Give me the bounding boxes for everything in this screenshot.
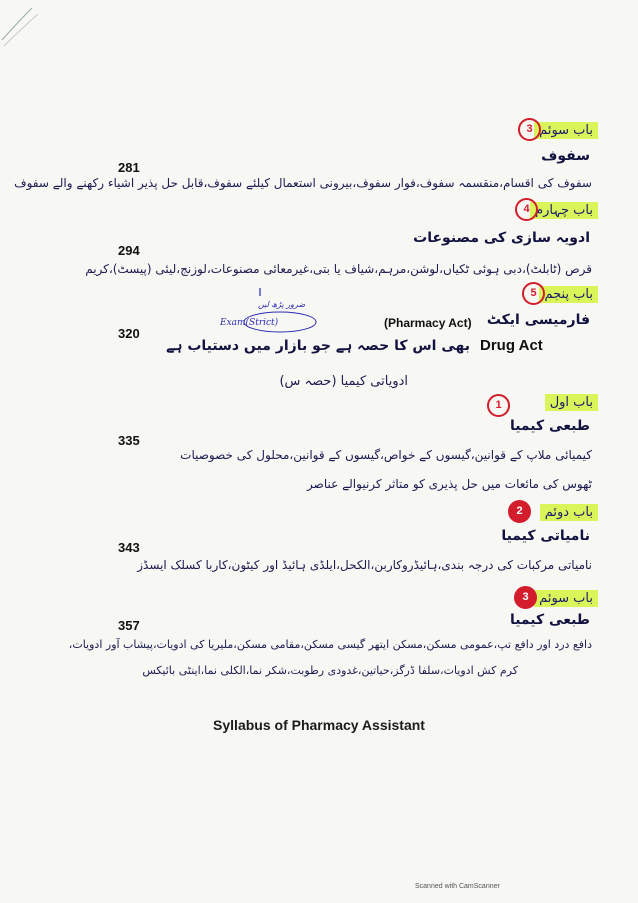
- chapter-label: باب سوئم: [534, 122, 598, 139]
- chapter-label: باب چہارم: [530, 202, 598, 219]
- section-body: دافع درد اور دافع تپ،عمومی مسکن،مسکن ایتھر گیسی مسکن،مقامی مسکن،ملیریا کی ادویات،پیشاب آور ادویات،: [68, 638, 592, 651]
- pharmacy-act-label: (Pharmacy Act): [384, 316, 472, 330]
- page-number-294: 294: [118, 243, 140, 258]
- drug-act-label: Drug Act: [480, 337, 543, 354]
- section-title: سفوف: [541, 148, 590, 164]
- chapter-number-badge: 1: [487, 394, 510, 417]
- section-body: بھی اس کا حصہ ہے جو بازار میں دستیاب ہے: [166, 338, 470, 354]
- corner-mark-icon: [0, 0, 60, 50]
- section-title: ادویہ سازی کی مصنوعات: [413, 230, 590, 246]
- chapter-label: باب دوئم: [540, 504, 598, 521]
- section-body: ادویاتی کیمیا (حصہ س): [279, 374, 408, 389]
- chapter-label: باب پنجم: [539, 286, 598, 303]
- section-title: فارمیسی ایکٹ: [486, 312, 590, 328]
- section-body: قرص (ٹابلٹ)،دبی ہوئی ٹکیاں،لوشن،مرہم،شیاف یا بتی،غیرمعائی مصنوعات،لوزنج،لیئی (پیسٹ)،کریم: [85, 262, 592, 276]
- section-body: نامیاتی مرکبات کی درجہ بندی،ہائیڈروکاربن،الکحل،ایلڈی ہائیڈ اور کیٹون،کاربا کسلک ایسڈز: [137, 558, 592, 572]
- chapter-label: باب سوئم: [534, 590, 598, 607]
- chapter-number-badge: 4: [515, 198, 538, 221]
- chapter-number-badge: 3: [518, 118, 541, 141]
- section-body: کرم کش ادویات،سلفا ڈرگز،حیاتین،غدودی رطوبت،شکر نما،الکلی نما،اینٹی بائیکس: [142, 664, 518, 677]
- annotation-exam: Exam(Strict): [220, 318, 279, 328]
- section-title: طبعی کیمیا: [509, 612, 590, 628]
- chapter-label: باب اول: [545, 394, 598, 411]
- section-body: سفوف کی اقسام،منقسمہ سفوف،فوار سفوف،بیرونی استعمال کیلئے سفوف،قابل حل پذیر اشیاء رکھنے والے سفوف: [14, 176, 592, 190]
- section-body: کیمیائی ملاپ کے قوانین،گیسوں کے خواص،گیسوں کے قوانین،محلول کی خصوصیات: [180, 448, 592, 462]
- section-title: نامیاتی کیمیا: [501, 528, 590, 544]
- annotation-arrow-icon: [238, 286, 318, 334]
- section-title: طبعی کیمیا: [509, 418, 590, 434]
- section-body: ٹھوس کی مائعات میں حل پذیری کو متاثر کرنیوالے عناصر: [307, 477, 592, 491]
- annotation-urdu: ضرور پڑھ لیں: [258, 300, 306, 309]
- page-number-320: 320: [118, 326, 140, 341]
- page-number-335: 335: [118, 433, 140, 448]
- page-number-357: 357: [118, 618, 140, 633]
- page-number-281: 281: [118, 160, 140, 175]
- chapter-number-badge: 3: [514, 586, 537, 609]
- page-number-343: 343: [118, 540, 140, 555]
- chapter-number-badge: 5: [522, 282, 545, 305]
- chapter-number-badge: 2: [508, 500, 531, 523]
- scanner-watermark: Scanned with CamScanner: [415, 883, 500, 890]
- syllabus-title: Syllabus of Pharmacy Assistant: [213, 717, 425, 733]
